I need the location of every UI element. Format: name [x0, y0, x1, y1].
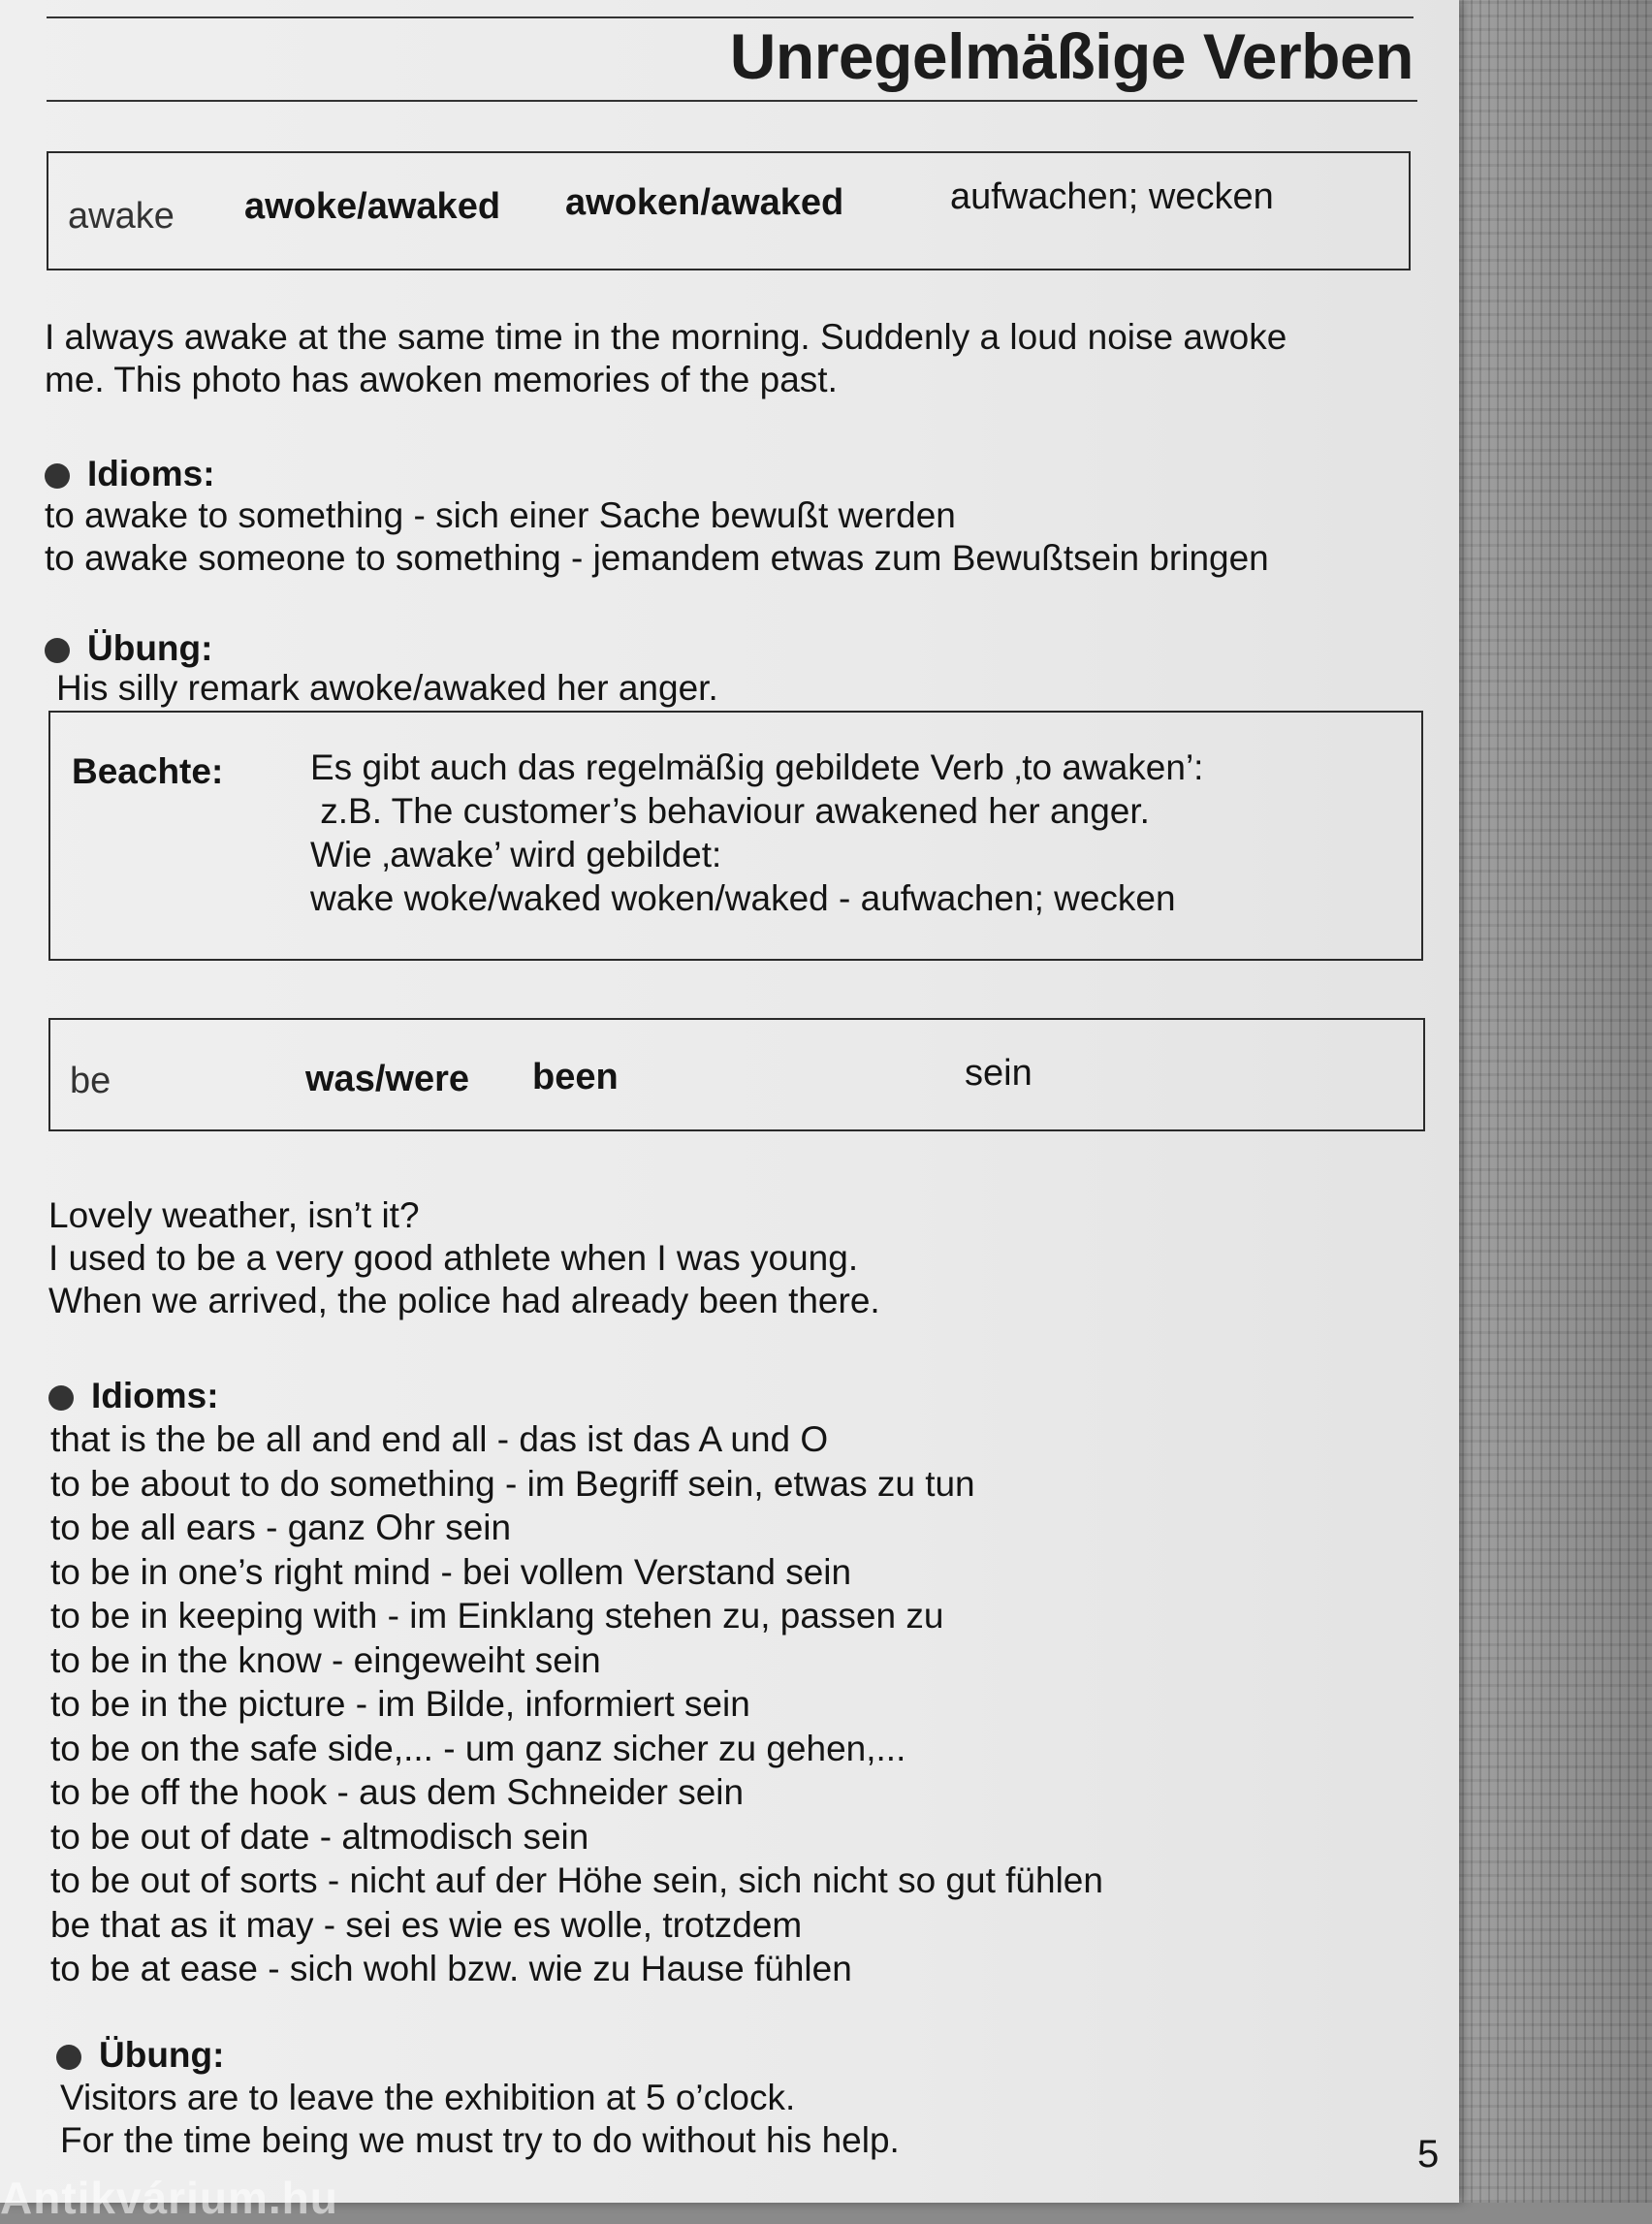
exercise-heading-label: Übung:	[99, 2035, 225, 2075]
verb-entry-be	[48, 1018, 1425, 1131]
idiom-item: that is the be all and end all - das ist das A und O	[50, 1419, 829, 1459]
note-line: wake woke/waked woken/waked - aufwachen; wecken	[310, 878, 1176, 918]
bullet-icon	[48, 1385, 74, 1411]
verb-past-form: was/were	[305, 1059, 469, 1099]
example-sentence: I always awake at the same time in the morning. Suddenly a loud noise awoke	[45, 317, 1287, 357]
awake-idioms-heading	[45, 453, 215, 495]
awake-examples	[45, 316, 1287, 401]
note-line: z.B. The customer’s behaviour awakened her anger.	[310, 791, 1150, 831]
be-exercise-list	[60, 2077, 900, 2162]
note-lines	[310, 746, 1203, 920]
be-exercise-heading	[56, 2034, 224, 2077]
be-idioms-heading	[48, 1375, 219, 1417]
idiom-item: to awake someone to something - jemandem etwas zum Bewußtsein bringen	[45, 538, 1269, 578]
note-box	[48, 711, 1423, 961]
idiom-item: to be out of date - altmodisch sein	[50, 1816, 589, 1857]
background-surface	[1445, 0, 1652, 2203]
verb-past-form: awoke/awaked	[244, 186, 501, 227]
verb-translation: sein	[965, 1053, 1032, 1094]
idiom-item: to awake to something - sich einer Sache bewußt werden	[45, 495, 956, 535]
bullet-icon	[45, 638, 70, 663]
awake-idioms-list	[45, 494, 1269, 580]
idiom-item: be that as it may - sei es wie es wolle, trotzdem	[50, 1904, 803, 1945]
idiom-item: to be about to do something - im Begriff sein, etwas zu tun	[50, 1463, 975, 1504]
note-line: Wie ‚awake’ wird gebildet:	[310, 835, 722, 874]
idiom-item: to be in the picture - im Bilde, informiert sein	[50, 1684, 750, 1724]
verb-entry-awake	[47, 151, 1411, 270]
example-sentence: Lovely weather, isn’t it?	[48, 1195, 420, 1235]
example-sentence: me. This photo has awoken memories of the past.	[45, 360, 838, 399]
example-sentence: When we arrived, the police had already been there.	[48, 1281, 880, 1320]
title-bottom-rule	[47, 100, 1417, 102]
example-sentence: I used to be a very good athlete when I was young.	[48, 1238, 859, 1278]
idiom-item: to be all ears - ganz Ohr sein	[50, 1508, 512, 1547]
idiom-item: to be in keeping with - im Einklang stehen zu, passen zu	[50, 1596, 944, 1636]
note-line: Es gibt auch das regelmäßig gebildete Verb ‚to awaken’:	[310, 747, 1204, 787]
page-number: 5	[1417, 2133, 1440, 2176]
be-examples	[48, 1194, 880, 1322]
verb-base-form: be	[70, 1061, 111, 1101]
verb-participle-form: been	[532, 1057, 619, 1097]
idiom-item: to be on the safe side,... - um ganz sicher zu gehen,...	[50, 1728, 906, 1768]
verb-translation: aufwachen; wecken	[950, 176, 1274, 217]
awake-exercise-heading	[45, 627, 212, 670]
exercise-heading-label: Übung:	[87, 628, 213, 668]
exercise-sentence: Visitors are to leave the exhibition at 5 o’clock.	[60, 2078, 796, 2117]
be-idioms-list	[50, 1417, 1103, 1991]
idiom-item: to be in one’s right mind - bei vollem Verstand sein	[50, 1551, 852, 1592]
title-top-rule	[47, 16, 1414, 18]
exercise-sentence: His silly remark awoke/awaked her anger.	[56, 668, 718, 708]
idioms-heading-label: Idioms:	[91, 1376, 219, 1415]
bullet-icon	[45, 463, 70, 489]
verb-participle-form: awoken/awaked	[565, 182, 844, 223]
page-title: Unregelmäßige Verben	[729, 20, 1414, 92]
idioms-heading-label: Idioms:	[87, 454, 215, 493]
note-label: Beachte:	[72, 751, 224, 791]
verb-base-form: awake	[68, 196, 175, 237]
watermark: Antikvárium.hu	[0, 2173, 338, 2223]
exercise-sentence: For the time being we must try to do without his help.	[60, 2120, 900, 2160]
idiom-item: to be at ease - sich wohl bzw. wie zu Hause fühlen	[50, 1949, 852, 1988]
idiom-item: to be in the know - eingeweiht sein	[50, 1639, 601, 1680]
idiom-item: to be off the hook - aus dem Schneider sein	[50, 1772, 745, 1812]
bullet-icon	[56, 2045, 81, 2070]
awake-exercise-list	[56, 667, 718, 710]
idiom-item: to be out of sorts - nicht auf der Höhe sein, sich nicht so gut fühlen	[50, 1860, 1103, 1900]
